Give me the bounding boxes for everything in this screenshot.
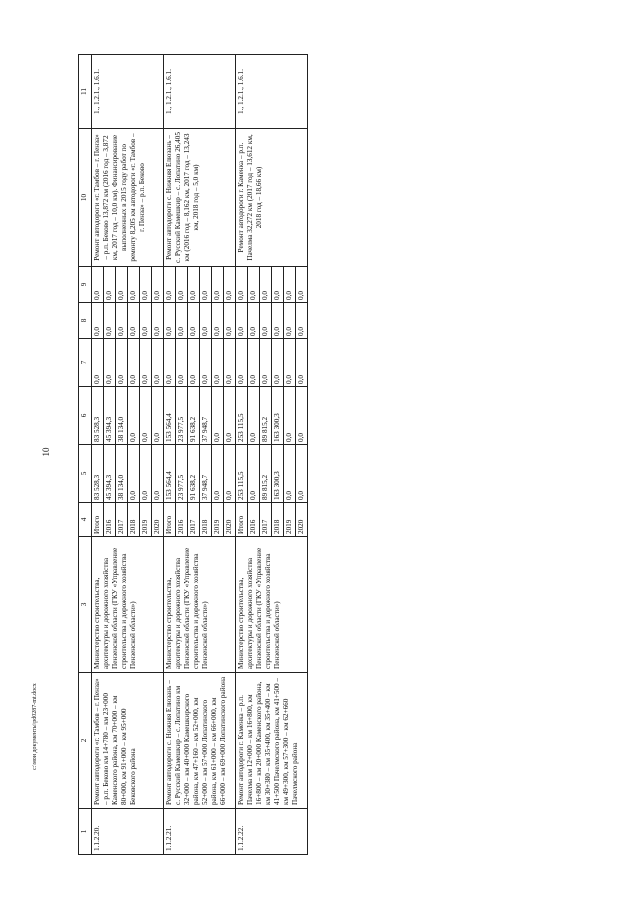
amount-other: 0,0 xyxy=(224,267,236,303)
amount-total: 37 948,7 xyxy=(200,445,212,503)
amount-local: 0,0 xyxy=(116,303,128,339)
amount-local: 0,0 xyxy=(92,303,104,339)
program-activities-table xyxy=(78,54,308,855)
amount-other: 0,0 xyxy=(104,267,116,303)
amount-regional: 37 948,7 xyxy=(200,387,212,445)
amount-total: 163 300,3 xyxy=(272,445,284,503)
year-cell: Итого xyxy=(236,503,248,537)
amount-local: 0,0 xyxy=(200,303,212,339)
amount-regional: 0,0 xyxy=(284,387,296,445)
year-cell: Итого xyxy=(92,503,104,537)
amount-regional: 83 528,3 xyxy=(92,387,104,445)
amount-regional: 23 977,5 xyxy=(176,387,188,445)
table-row xyxy=(236,55,248,855)
amount-regional: 0,0 xyxy=(140,387,152,445)
footer-file-path: c:\мои документы\pd0287-mt.docx xyxy=(32,683,38,770)
amount-regional: 163 300,3 xyxy=(272,387,284,445)
amount-local: 0,0 xyxy=(236,303,248,339)
amount-federal: 0,0 xyxy=(212,339,224,387)
year-cell: 2016 xyxy=(176,503,188,537)
amount-other: 0,0 xyxy=(188,267,200,303)
amount-local: 0,0 xyxy=(212,303,224,339)
table-row xyxy=(164,55,176,855)
amount-regional: 153 564,4 xyxy=(164,387,176,445)
amount-local: 0,0 xyxy=(188,303,200,339)
column-number: 4 xyxy=(79,503,92,537)
amount-federal: 0,0 xyxy=(152,339,164,387)
column-number: 5 xyxy=(79,445,92,503)
amount-total: 0,0 xyxy=(248,445,260,503)
year-cell: 2018 xyxy=(128,503,140,537)
amount-federal: 0,0 xyxy=(104,339,116,387)
amount-total: 83 528,3 xyxy=(92,445,104,503)
amount-regional: 45 394,3 xyxy=(104,387,116,445)
amount-regional: 0,0 xyxy=(224,387,236,445)
column-number: 8 xyxy=(79,303,92,339)
amount-other: 0,0 xyxy=(92,267,104,303)
amount-other: 0,0 xyxy=(116,267,128,303)
amount-federal: 0,0 xyxy=(200,339,212,387)
activity-name: Ремонт автодороги «г. Тамбов – г. Пенза» – р.п. Бековo км 14+780 – км 23+000 Каменского района, км 70+000 – км 80+000, км 91+000 – км 95+000 Бековского района xyxy=(92,673,164,809)
amount-federal: 0,0 xyxy=(272,339,284,387)
item-number: 1.1.2.21. xyxy=(164,809,236,855)
amount-other: 0,0 xyxy=(200,267,212,303)
amount-total: 23 977,5 xyxy=(176,445,188,503)
expected-result: Ремонт автодороги г. Каменка – р.п. Пачелма 32,272 км (2017 год – 13,612 км, 2018 год – 18,66 км) xyxy=(236,129,308,267)
amount-federal: 0,0 xyxy=(176,339,188,387)
amount-total: 45 394,3 xyxy=(104,445,116,503)
column-number: 10 xyxy=(79,129,92,267)
year-cell: 2017 xyxy=(260,503,272,537)
amount-total: 253 115,5 xyxy=(236,445,248,503)
table-row xyxy=(92,55,104,855)
amount-other: 0,0 xyxy=(140,267,152,303)
year-cell: 2019 xyxy=(212,503,224,537)
year-cell: 2020 xyxy=(152,503,164,537)
expected-result: Ремонт автодороги «г. Тамбов – г. Пенза» – р.п. Бековo 13,872 км (2016 год – 3,872 км, 2017 год – 10,0 км). Финансирование выполненных в 2015 году работ по ремонту 8,205 км автодороги «г. Тамбов – г. Пенза» – р.п. Бековo xyxy=(92,129,164,267)
amount-local: 0,0 xyxy=(272,303,284,339)
amount-total: 38 134,0 xyxy=(116,445,128,503)
amount-total: 0,0 xyxy=(128,445,140,503)
amount-local: 0,0 xyxy=(224,303,236,339)
amount-local: 0,0 xyxy=(260,303,272,339)
activity-name: Ремонт автодороги с. Нижняя Елюзань – с. Русский Камешкир – с. Лопатино км 32+000 – км 40+000 Камешкирского района, км 47+160 – км 52+000, км 52+000 – км 57+000 Лопатинского района, км 61+000 – км 66+000, км 66+000 – км 69+000 Лопатинского района xyxy=(164,673,236,809)
amount-federal: 0,0 xyxy=(140,339,152,387)
amount-total: 0,0 xyxy=(152,445,164,503)
year-cell: 2016 xyxy=(248,503,260,537)
amount-federal: 0,0 xyxy=(164,339,176,387)
amount-total: 0,0 xyxy=(224,445,236,503)
activity-name: Ремонт автодороги г. Каменка – р.п. Пачелма км 12+000 – км 16+800, км 16+800 – км 20+000 Каменского района, км 30+380 – км 35+400, км 35+400 – км 41+500 Пачелмского района, км 41+500 – км 49+300, км 57+300 – км 62+660 Пачелмского района xyxy=(236,673,308,809)
item-number: 1.1.2.20. xyxy=(92,809,164,855)
year-cell: 2020 xyxy=(224,503,236,537)
amount-other: 0,0 xyxy=(176,267,188,303)
amount-total: 91 638,2 xyxy=(188,445,200,503)
column-number: 2 xyxy=(79,673,92,809)
column-number-row xyxy=(79,55,92,855)
responsible-executor: Министерство строительства, архитектуры и дорожного хозяйства Пензенской области (ГКУ «Управление строительства и дорожного хозяйства Пензенской области») xyxy=(236,537,308,673)
amount-local: 0,0 xyxy=(128,303,140,339)
year-cell: 2018 xyxy=(272,503,284,537)
year-cell: 2017 xyxy=(116,503,128,537)
amount-other: 0,0 xyxy=(284,267,296,303)
amount-regional: 0,0 xyxy=(296,387,308,445)
amount-local: 0,0 xyxy=(176,303,188,339)
amount-federal: 0,0 xyxy=(116,339,128,387)
amount-regional: 0,0 xyxy=(152,387,164,445)
responsible-executor: Министерство строительства, архитектуры и дорожного хозяйства Пензенской области (ГКУ «Управление строительства и дорожного хозяйства Пензенской области») xyxy=(164,537,236,673)
amount-total: 0,0 xyxy=(212,445,224,503)
amount-total: 89 815,2 xyxy=(260,445,272,503)
year-cell: 2019 xyxy=(284,503,296,537)
year-cell: 2016 xyxy=(104,503,116,537)
amount-local: 0,0 xyxy=(296,303,308,339)
amount-total: 153 564,4 xyxy=(164,445,176,503)
amount-other: 0,0 xyxy=(128,267,140,303)
amount-local: 0,0 xyxy=(248,303,260,339)
amount-regional: 38 134,0 xyxy=(116,387,128,445)
amount-federal: 0,0 xyxy=(224,339,236,387)
column-number: 9 xyxy=(79,267,92,303)
amount-total: 0,0 xyxy=(296,445,308,503)
amount-regional: 0,0 xyxy=(212,387,224,445)
indicator-links: 1., 1.2.1., 1.6.1. xyxy=(236,55,308,129)
amount-other: 0,0 xyxy=(296,267,308,303)
amount-other: 0,0 xyxy=(272,267,284,303)
item-number: 1.1.2.22. xyxy=(236,809,308,855)
amount-federal: 0,0 xyxy=(188,339,200,387)
amount-other: 0,0 xyxy=(164,267,176,303)
column-number: 1 xyxy=(79,809,92,855)
amount-local: 0,0 xyxy=(104,303,116,339)
amount-local: 0,0 xyxy=(164,303,176,339)
amount-local: 0,0 xyxy=(152,303,164,339)
amount-federal: 0,0 xyxy=(92,339,104,387)
year-cell: 2017 xyxy=(188,503,200,537)
amount-other: 0,0 xyxy=(260,267,272,303)
column-number: 6 xyxy=(79,387,92,445)
amount-federal: 0,0 xyxy=(284,339,296,387)
amount-regional: 91 638,2 xyxy=(188,387,200,445)
year-cell: 2019 xyxy=(140,503,152,537)
amount-federal: 0,0 xyxy=(248,339,260,387)
amount-regional: 0,0 xyxy=(128,387,140,445)
column-number: 3 xyxy=(79,537,92,673)
amount-federal: 0,0 xyxy=(260,339,272,387)
year-cell: 2020 xyxy=(296,503,308,537)
amount-other: 0,0 xyxy=(248,267,260,303)
amount-total: 0,0 xyxy=(284,445,296,503)
amount-federal: 0,0 xyxy=(128,339,140,387)
indicator-links: 1., 1.2.1., 1.6.1. xyxy=(164,55,236,129)
amount-regional: 0,0 xyxy=(248,387,260,445)
year-cell: Итого xyxy=(164,503,176,537)
responsible-executor: Министерство строительства, архитектуры и дорожного хозяйства Пензенской области (ГКУ «Управление строительства и дорожного хозяйства Пензенской области») xyxy=(92,537,164,673)
indicator-links: 1., 1.2.1., 1.6.1. xyxy=(92,55,164,129)
amount-total: 0,0 xyxy=(140,445,152,503)
rotated-table-container xyxy=(78,55,588,855)
year-cell: 2018 xyxy=(200,503,212,537)
amount-federal: 0,0 xyxy=(236,339,248,387)
page-number: 10 xyxy=(41,447,51,457)
amount-local: 0,0 xyxy=(140,303,152,339)
amount-federal: 0,0 xyxy=(296,339,308,387)
amount-local: 0,0 xyxy=(284,303,296,339)
column-number: 11 xyxy=(79,55,92,129)
column-number: 7 xyxy=(79,339,92,387)
amount-regional: 89 815,2 xyxy=(260,387,272,445)
amount-regional: 253 115,5 xyxy=(236,387,248,445)
expected-result: Ремонт автодороги с. Нижняя Елюзань – с. Русский Камешкир – с. Лопатино 26,405 км (2016 год – 8,162 км, 2017 год – 13,243 км, 2018 год – 5,0 км) xyxy=(164,129,236,267)
amount-other: 0,0 xyxy=(236,267,248,303)
amount-other: 0,0 xyxy=(152,267,164,303)
amount-other: 0,0 xyxy=(212,267,224,303)
